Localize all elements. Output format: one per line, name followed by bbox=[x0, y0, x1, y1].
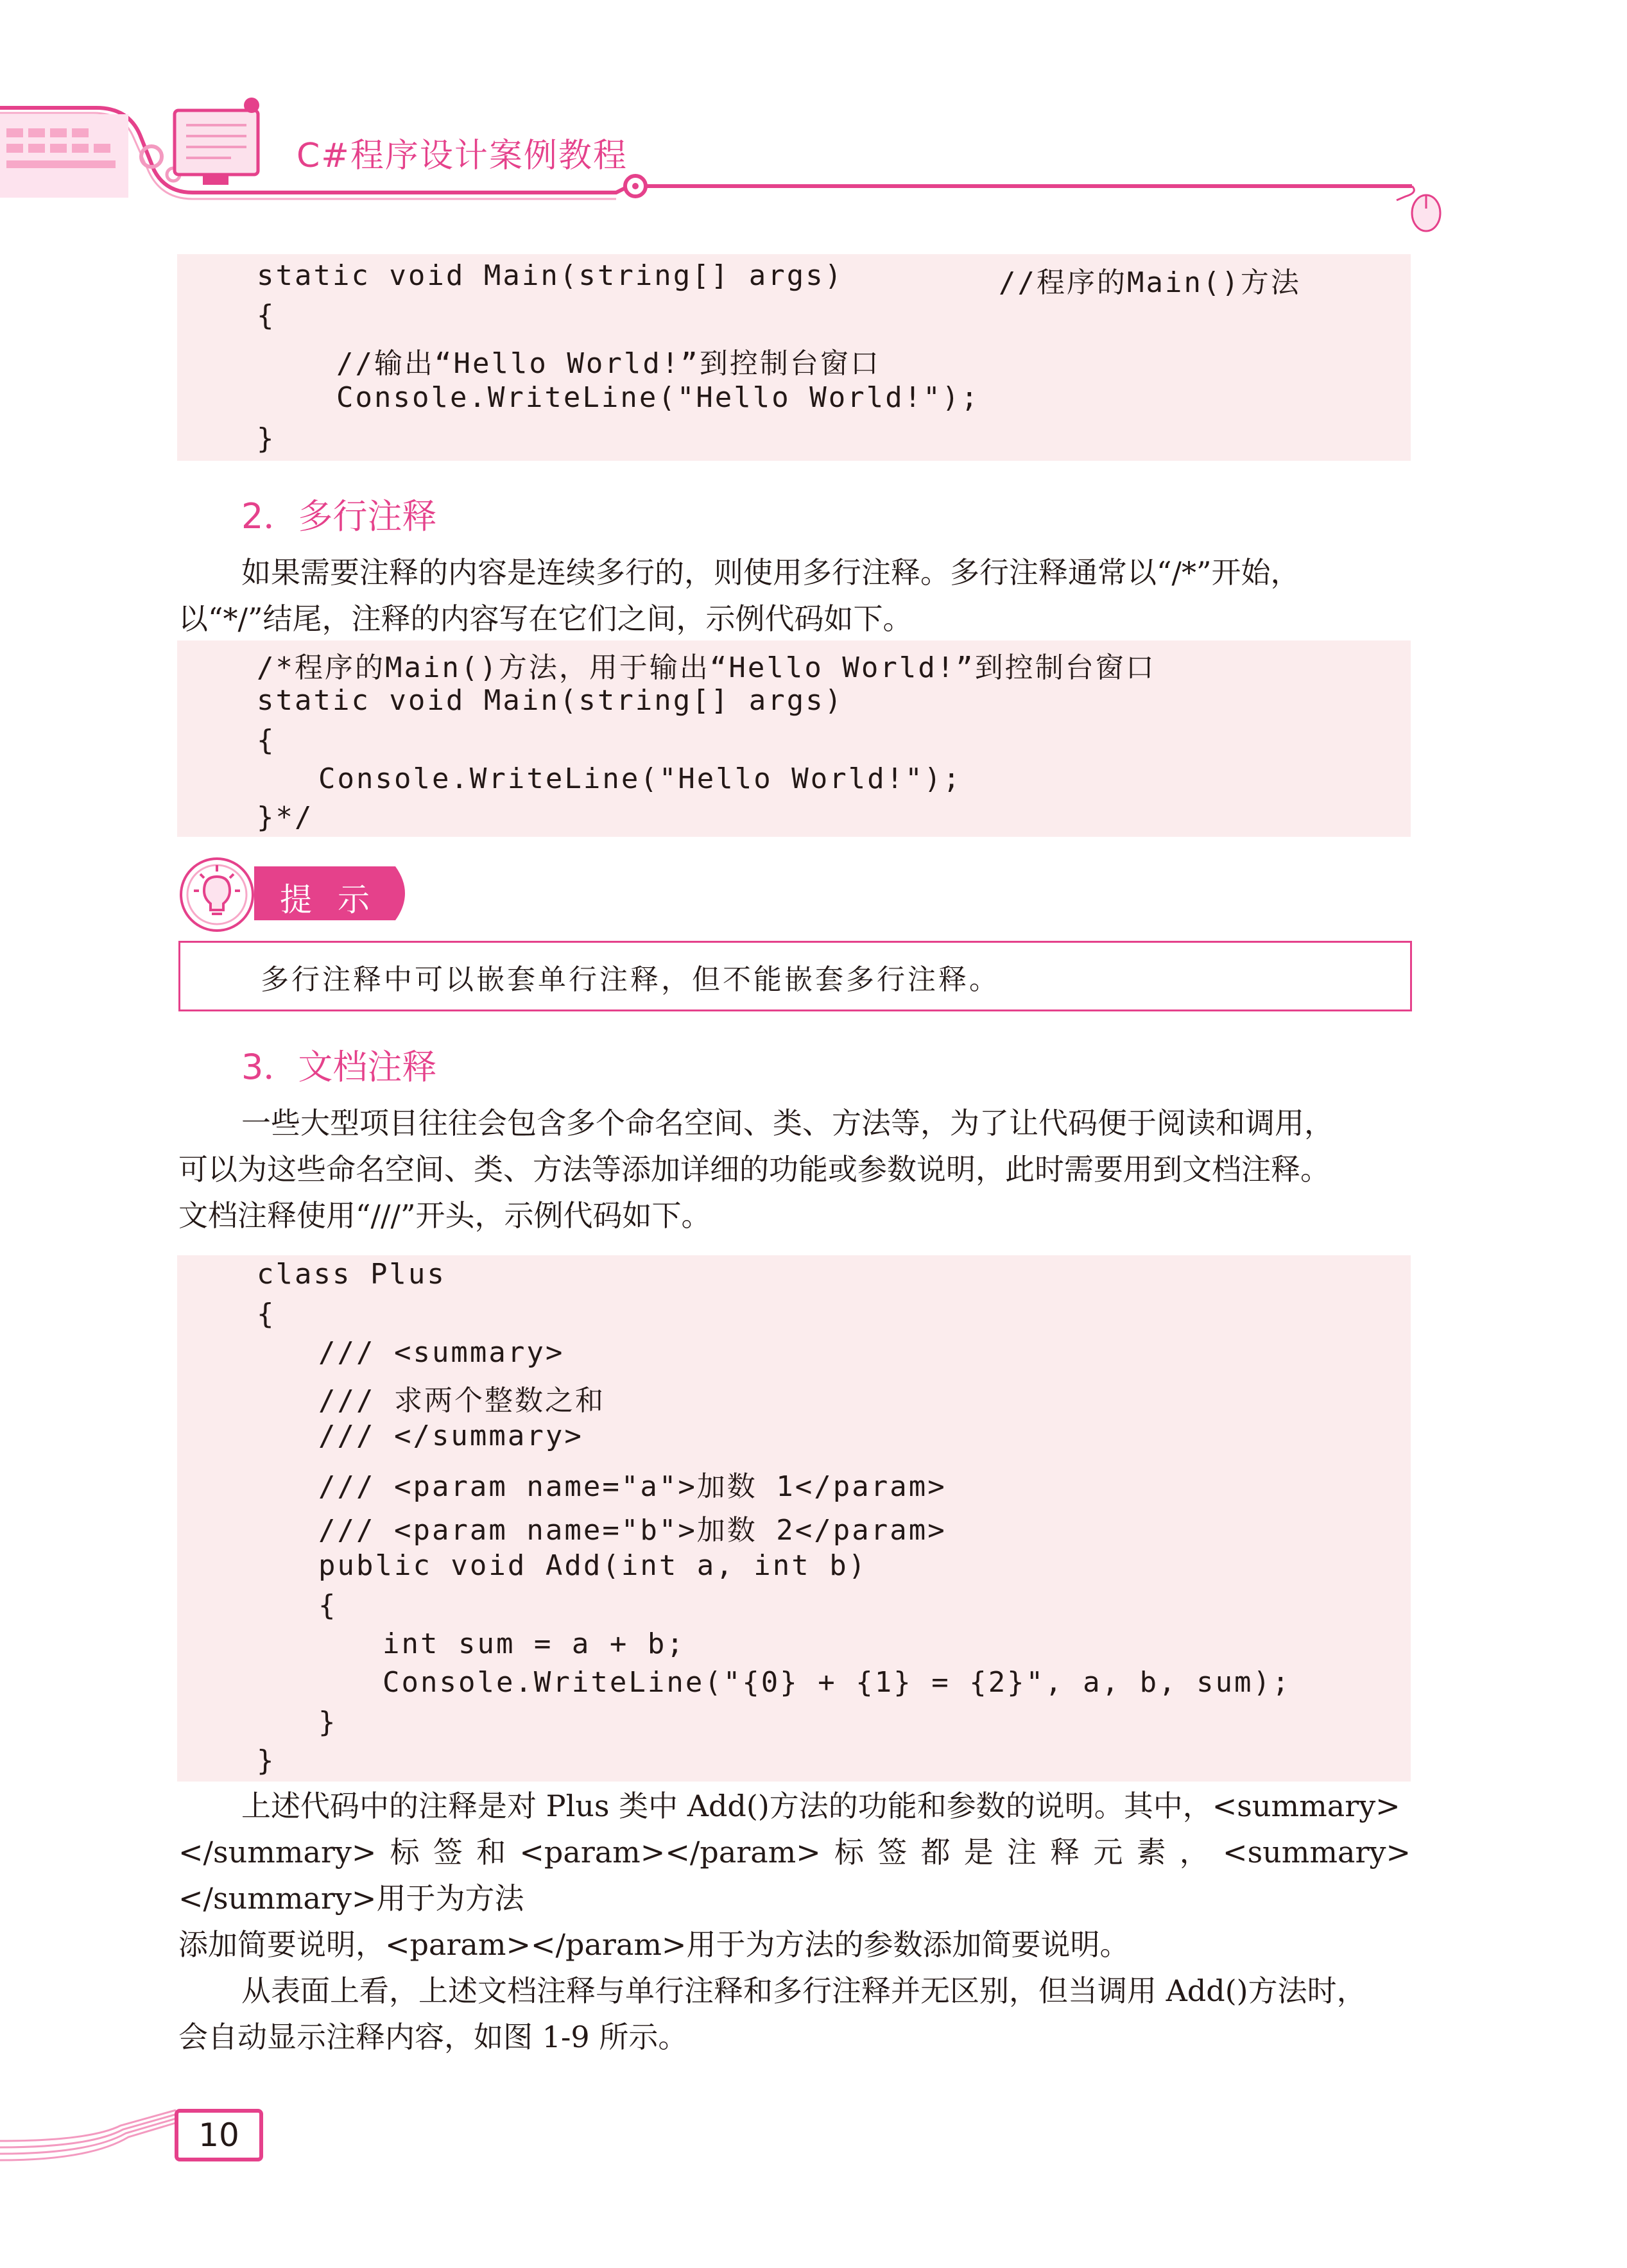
code-line: /// 求两个整数之和 bbox=[318, 1384, 605, 1417]
header-decoration bbox=[0, 0, 1627, 244]
section-heading-doc-comment: 3．文档注释 bbox=[241, 1047, 437, 1087]
code-line: } bbox=[257, 1744, 276, 1777]
paragraph-line: 以“*/”结尾，注释的内容写在它们之间，示例代码如下。 bbox=[178, 601, 913, 636]
lightbulb-icon bbox=[177, 854, 261, 937]
section-heading-multiline: 2．多行注释 bbox=[241, 496, 437, 537]
page-header bbox=[0, 0, 1627, 244]
tip-label: 提示 bbox=[280, 881, 395, 918]
code-line: { bbox=[257, 724, 276, 757]
paragraph-line: 从表面上看，上述文档注释与单行注释和多行注释并无区别，但当调用 Add()方法时， bbox=[241, 1973, 1366, 2008]
code-line: Console.WriteLine("Hello World!"); bbox=[336, 381, 980, 414]
paragraph-line: 文档注释使用“///”开头，示例代码如下。 bbox=[178, 1198, 711, 1233]
paragraph-line: </summary>标签和<param></param>标签都是注释元素，<summary></summary>用于为方法 bbox=[178, 1835, 1411, 1916]
code-line: /// <summary> bbox=[318, 1336, 565, 1369]
code-line: } bbox=[318, 1706, 338, 1739]
code-line: static void Main(string[] args) bbox=[257, 259, 844, 292]
code-line: /// </summary> bbox=[318, 1420, 583, 1452]
tip-content: 多行注释中可以嵌套单行注释，但不能嵌套多行注释。 bbox=[261, 963, 1000, 996]
code-line: /// <param name="a">加数 1</param> bbox=[318, 1470, 947, 1503]
paragraph-line: 会自动显示注释内容，如图 1-9 所示。 bbox=[178, 2020, 688, 2054]
paragraph bbox=[178, 549, 1411, 642]
code-line: Console.WriteLine("{0} + {1} = {2}", a, b, sum); bbox=[383, 1666, 1291, 1699]
code-line: //输出“Hello World!”到控制台窗口 bbox=[336, 347, 881, 380]
page-number: 10 bbox=[198, 2117, 239, 2154]
code-line: static void Main(string[] args) bbox=[257, 684, 844, 717]
code-line: { bbox=[318, 1589, 338, 1622]
code-comment: //程序的Main()方法 bbox=[999, 266, 1301, 299]
paragraph-line: 如果需要注释的内容是连续多行的，则使用多行注释。多行注释通常以“/*”开始， bbox=[241, 555, 1300, 590]
code-line: } bbox=[257, 422, 276, 455]
code-line: class Plus bbox=[257, 1258, 446, 1291]
code-line: /*程序的Main()方法，用于输出“Hello World!”到控制台窗口 bbox=[257, 651, 1156, 684]
code-line: /// <param name="b">加数 2</param> bbox=[318, 1514, 947, 1547]
paragraph-line: 可以为这些命名空间、类、方法等添加详细的功能或参数说明，此时需要用到文档注释。 bbox=[178, 1152, 1330, 1187]
paragraph bbox=[178, 1783, 1411, 2060]
code-line: public void Add(int a, int b) bbox=[318, 1549, 868, 1582]
paragraph-line: 添加简要说明，<param></param>用于为方法的参数添加简要说明。 bbox=[178, 1927, 1130, 1962]
code-line: Console.WriteLine("Hello World!"); bbox=[318, 762, 962, 795]
code-line: { bbox=[257, 1298, 276, 1330]
paragraph-line: 一些大型项目往往会包含多个命名空间、类、方法等，为了让代码便于阅读和调用， bbox=[241, 1106, 1334, 1140]
paragraph bbox=[178, 1100, 1411, 1239]
book-title: C#程序设计案例教程 bbox=[297, 137, 628, 175]
code-line: { bbox=[257, 299, 276, 332]
paragraph-line: 上述代码中的注释是对 Plus 类中 Add()方法的功能和参数的说明。其中，<summary> bbox=[241, 1789, 1400, 1823]
code-line: int sum = a + b; bbox=[383, 1628, 685, 1660]
code-line: }*/ bbox=[257, 801, 314, 834]
